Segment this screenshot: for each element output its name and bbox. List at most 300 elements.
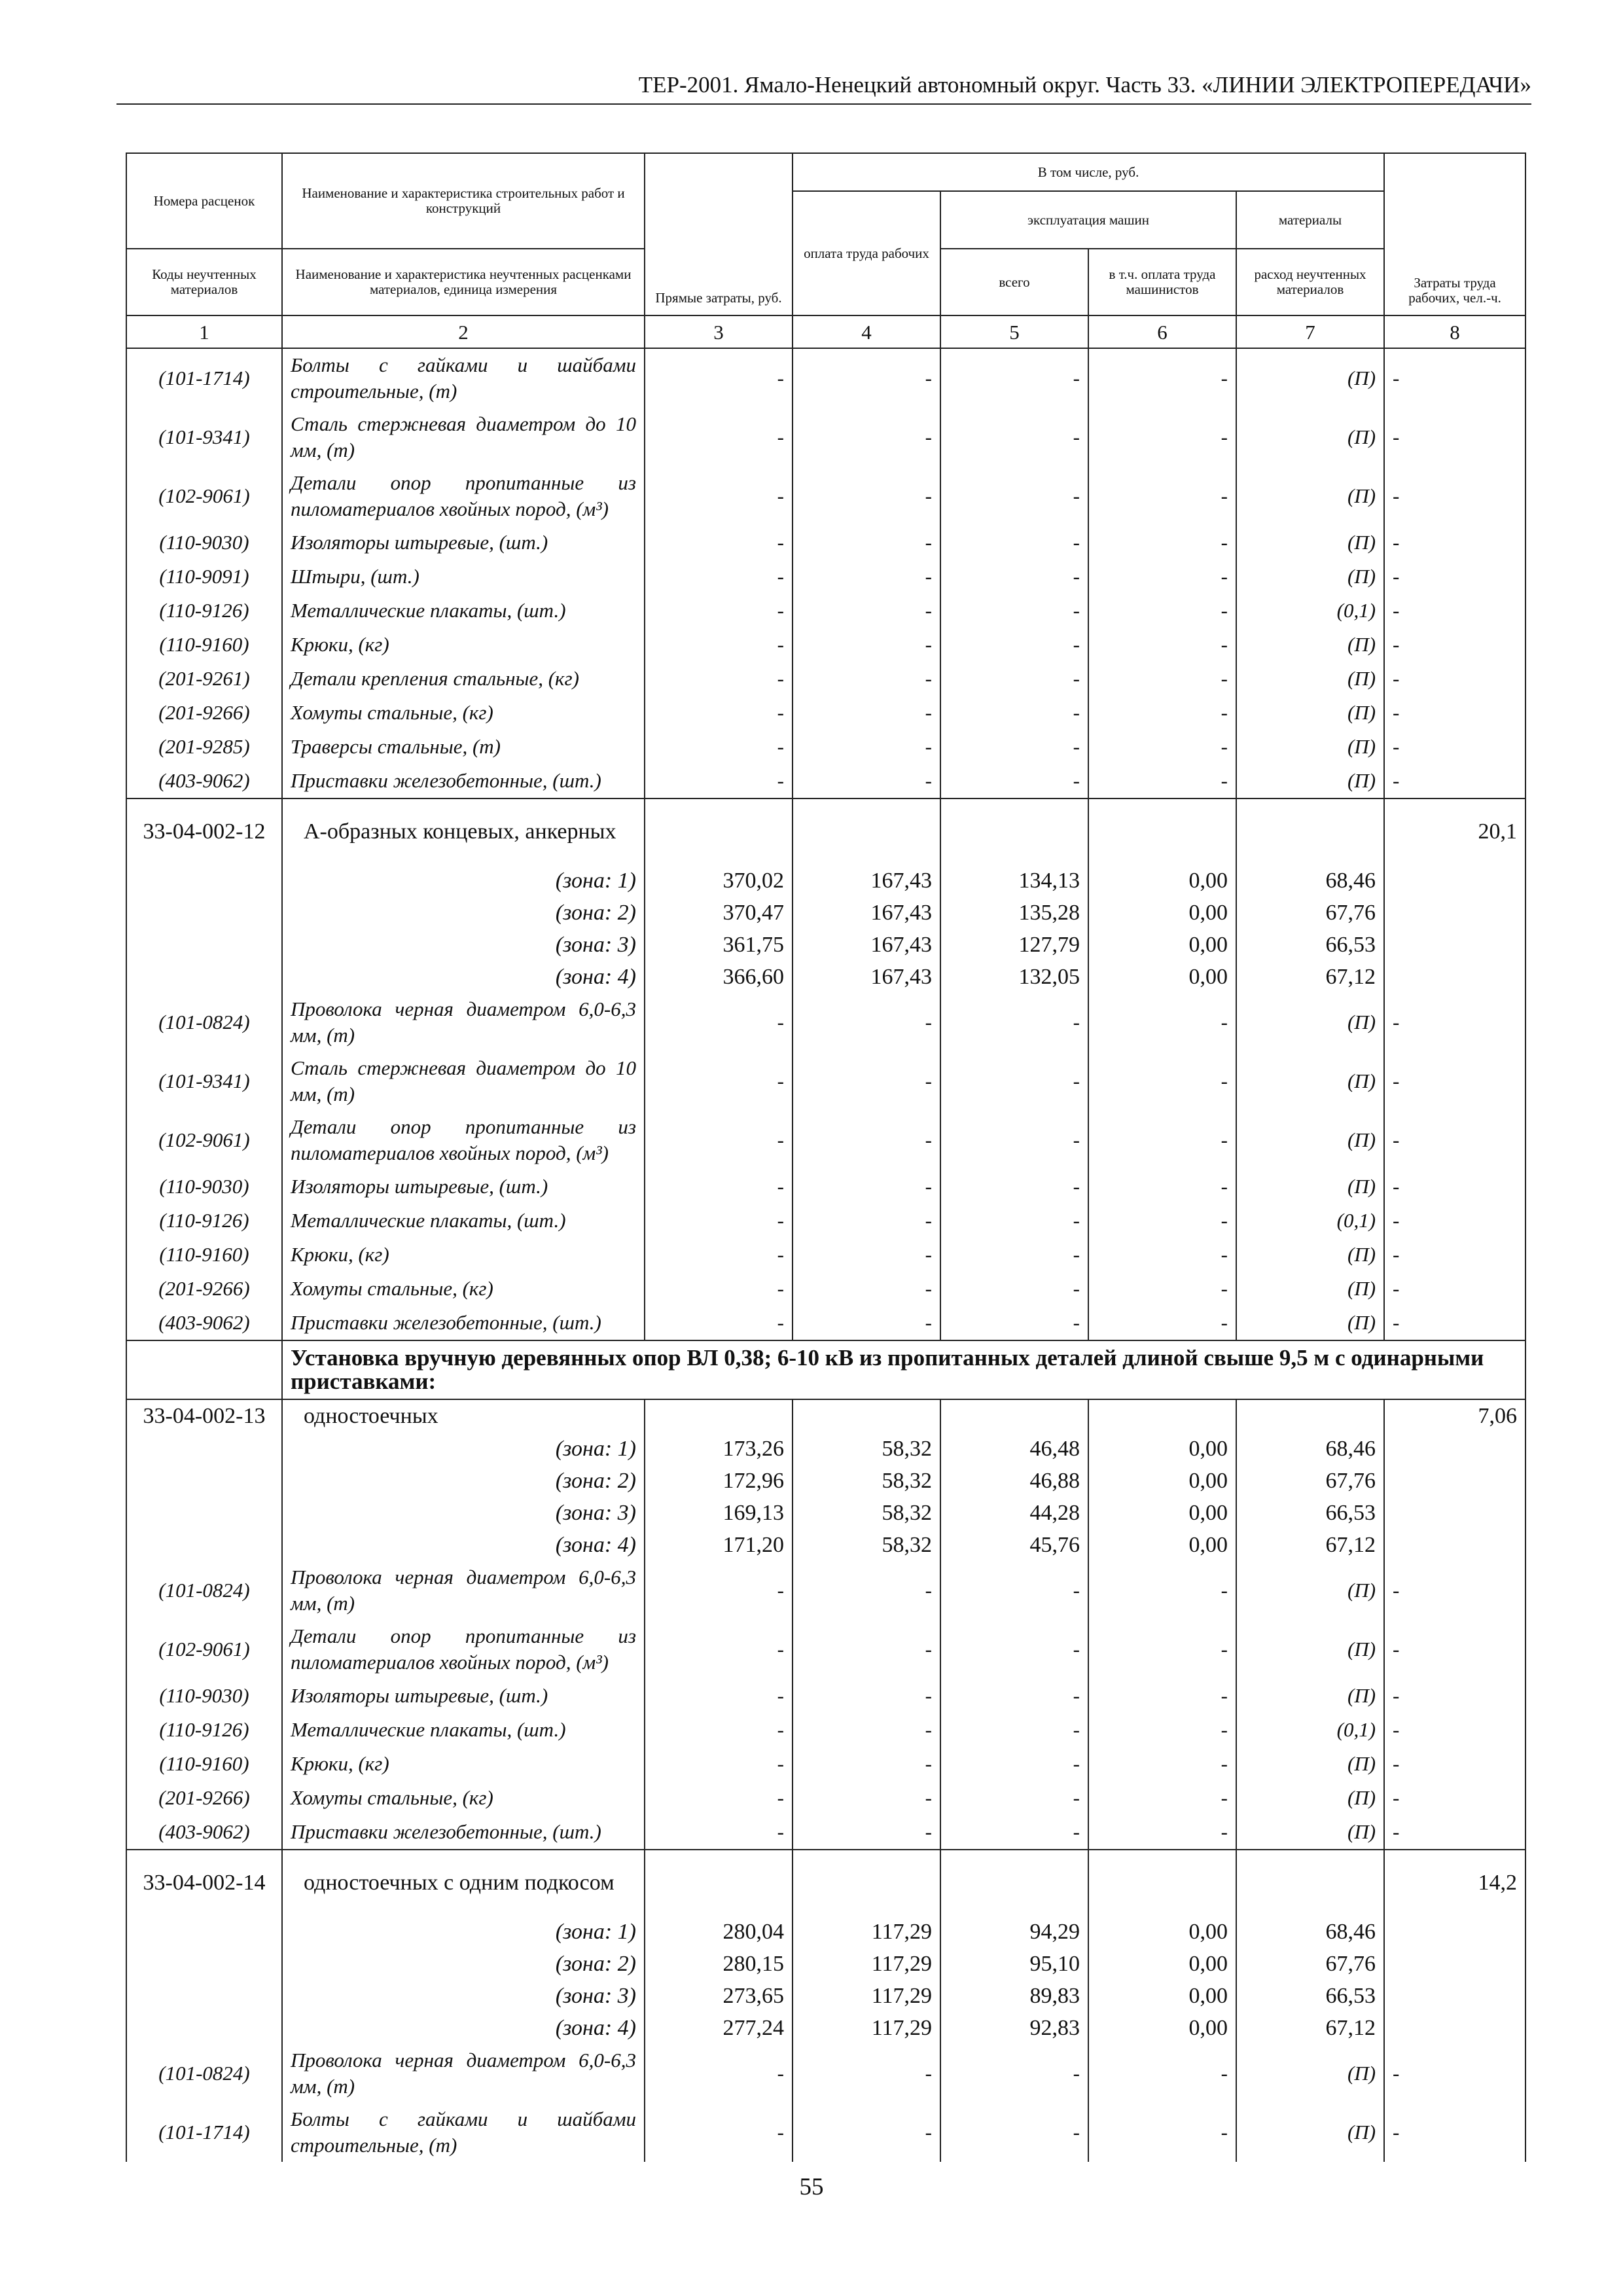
dash-cell: - [645, 1111, 793, 1170]
machine-cost: 45,76 [940, 1529, 1088, 1561]
empty-cell [126, 1497, 282, 1529]
dash-cell: - [645, 467, 793, 526]
header-rule [116, 103, 1531, 105]
head-col3: Прямые затраты, руб. [645, 153, 793, 315]
dash-cell: - [645, 2044, 793, 2103]
material-code: (101-9341) [126, 408, 282, 467]
head-col4: оплата труда рабочих [793, 191, 940, 315]
head-col6: в т.ч. оплата труда машинистов [1088, 249, 1236, 315]
dash-cell: - [793, 730, 940, 764]
material-row [126, 1713, 1525, 1747]
material-name: Хомуты стальные, (кг) [282, 696, 645, 730]
material-consumption: (0,1) [1236, 1204, 1384, 1238]
dash-cell: - [1384, 1238, 1525, 1272]
empty-cell [793, 798, 940, 865]
zone-label: (зона: 2) [282, 1465, 645, 1497]
dash-cell: - [645, 1713, 793, 1747]
dash-cell: - [645, 764, 793, 798]
dash-cell: - [645, 696, 793, 730]
material-row [126, 560, 1525, 594]
empty-cell [1236, 1399, 1384, 1433]
price-name: одностоечных с одним подкосом [282, 1850, 645, 1916]
material-code: (101-0824) [126, 2044, 282, 2103]
zone-row [126, 865, 1525, 897]
material-row [126, 1815, 1525, 1850]
dash-cell: - [793, 1747, 940, 1781]
dash-cell: - [940, 1204, 1088, 1238]
dash-cell: - [645, 348, 793, 408]
material-name: Детали опор пропитанные из пиломатериалов хвойных пород, (м³) [282, 1620, 645, 1679]
material-name: Изоляторы штыревые, (шт.) [282, 1679, 645, 1713]
material-row [126, 348, 1525, 408]
dash-cell: - [940, 1713, 1088, 1747]
dash-cell: - [1088, 1272, 1236, 1306]
dash-cell: - [940, 628, 1088, 662]
machine-cost: 44,28 [940, 1497, 1088, 1529]
worker-wage: 117,29 [793, 2012, 940, 2044]
dash-cell: - [793, 764, 940, 798]
dash-cell: - [1088, 696, 1236, 730]
dash-cell: - [645, 1620, 793, 1679]
material-row [126, 696, 1525, 730]
material-code: (110-9160) [126, 1747, 282, 1781]
zone-row [126, 1465, 1525, 1497]
material-row [126, 1272, 1525, 1306]
col-number: 4 [793, 315, 940, 348]
material-row [126, 1620, 1525, 1679]
driver-wage: 0,00 [1088, 1980, 1236, 2012]
direct-cost: 366,60 [645, 961, 793, 993]
machine-cost: 94,29 [940, 1916, 1088, 1948]
head-col1-bottom: Коды неучтенных материалов [126, 249, 282, 315]
empty-cell [1384, 1433, 1525, 1465]
dash-cell: - [1384, 1679, 1525, 1713]
zone-row [126, 897, 1525, 929]
material-row [126, 730, 1525, 764]
dash-cell: - [940, 560, 1088, 594]
material-code: (201-9266) [126, 696, 282, 730]
zone-row [126, 1916, 1525, 1948]
empty-cell [940, 1399, 1088, 1433]
material-row [126, 467, 1525, 526]
material-consumption: (П) [1236, 1561, 1384, 1620]
price-name: А-образных концевых, анкерных [282, 798, 645, 865]
head-col1-top: Номера расценок [126, 153, 282, 249]
price-code: 33-04-002-13 [126, 1399, 282, 1433]
worker-wage: 58,32 [793, 1433, 940, 1465]
dash-cell: - [1088, 1111, 1236, 1170]
direct-cost: 370,47 [645, 897, 793, 929]
material-row [126, 2044, 1525, 2103]
material-row [126, 526, 1525, 560]
price-item-row [126, 1399, 1525, 1433]
empty-cell [1384, 2012, 1525, 2044]
material-cost: 67,76 [1236, 1948, 1384, 1980]
dash-cell: - [1088, 1679, 1236, 1713]
dash-cell: - [1088, 1713, 1236, 1747]
dash-cell: - [1384, 1111, 1525, 1170]
material-consumption: (П) [1236, 1781, 1384, 1815]
col-number: 5 [940, 315, 1088, 348]
dash-cell: - [940, 1052, 1088, 1111]
empty-cell [1384, 929, 1525, 961]
driver-wage: 0,00 [1088, 1497, 1236, 1529]
material-name: Приставки железобетонные, (шт.) [282, 764, 645, 798]
dash-cell: - [940, 1170, 1088, 1204]
dash-cell: - [1088, 662, 1236, 696]
dash-cell: - [1088, 1170, 1236, 1204]
worker-wage: 167,43 [793, 865, 940, 897]
material-name: Приставки железобетонные, (шт.) [282, 1306, 645, 1340]
material-consumption: (П) [1236, 467, 1384, 526]
material-consumption: (П) [1236, 1747, 1384, 1781]
empty-cell [1088, 798, 1236, 865]
machine-cost: 89,83 [940, 1980, 1088, 2012]
section-heading-row [126, 1340, 1525, 1399]
dash-cell: - [1088, 1561, 1236, 1620]
empty-cell [126, 1340, 282, 1399]
dash-cell: - [1088, 628, 1236, 662]
material-consumption: (П) [1236, 2103, 1384, 2162]
material-code: (201-9285) [126, 730, 282, 764]
empty-cell [1384, 865, 1525, 897]
material-consumption: (П) [1236, 1052, 1384, 1111]
empty-cell [1236, 798, 1384, 865]
empty-cell [126, 1948, 282, 1980]
dash-cell: - [793, 662, 940, 696]
material-consumption: (П) [1236, 1238, 1384, 1272]
material-consumption: (П) [1236, 1815, 1384, 1850]
material-row [126, 1679, 1525, 1713]
empty-cell [645, 1399, 793, 1433]
dash-cell: - [793, 1620, 940, 1679]
material-row [126, 2103, 1525, 2162]
price-code: 33-04-002-14 [126, 1850, 282, 1916]
material-cost: 67,76 [1236, 1465, 1384, 1497]
dash-cell: - [793, 526, 940, 560]
dash-cell: - [1088, 1238, 1236, 1272]
dash-cell: - [1384, 408, 1525, 467]
dash-cell: - [1384, 730, 1525, 764]
empty-cell [1384, 1980, 1525, 2012]
dash-cell: - [1384, 1781, 1525, 1815]
material-code: (101-1714) [126, 348, 282, 408]
section-heading: Установка вручную деревянных опор ВЛ 0,38; 6-10 кВ из пропитанных деталей длиной свыше 9,5 м с одинарными приставками: [282, 1340, 1525, 1399]
driver-wage: 0,00 [1088, 1948, 1236, 1980]
col-number: 2 [282, 315, 645, 348]
material-name: Хомуты стальные, (кг) [282, 1272, 645, 1306]
material-cost: 66,53 [1236, 1497, 1384, 1529]
dash-cell: - [1384, 1170, 1525, 1204]
material-name: Металлические плакаты, (шт.) [282, 1713, 645, 1747]
dash-cell: - [645, 730, 793, 764]
table-body [126, 348, 1525, 2162]
dash-cell: - [645, 1052, 793, 1111]
worker-wage: 117,29 [793, 1948, 940, 1980]
dash-cell: - [645, 1238, 793, 1272]
worker-wage: 58,32 [793, 1529, 940, 1561]
material-consumption: (0,1) [1236, 594, 1384, 628]
dash-cell: - [645, 594, 793, 628]
material-name: Болты с гайками и шайбами строительные, (т) [282, 2103, 645, 2162]
material-code: (403-9062) [126, 764, 282, 798]
driver-wage: 0,00 [1088, 1465, 1236, 1497]
col-number: 1 [126, 315, 282, 348]
driver-wage: 0,00 [1088, 961, 1236, 993]
empty-cell [1088, 1850, 1236, 1916]
dash-cell: - [940, 730, 1088, 764]
material-consumption: (П) [1236, 1170, 1384, 1204]
material-row [126, 1747, 1525, 1781]
dash-cell: - [793, 1781, 940, 1815]
labor-cost: 14,2 [1384, 1850, 1525, 1916]
worker-wage: 117,29 [793, 1916, 940, 1948]
material-row [126, 1561, 1525, 1620]
material-name: Штыри, (шт.) [282, 560, 645, 594]
material-cost: 66,53 [1236, 1980, 1384, 2012]
material-name: Металлические плакаты, (шт.) [282, 1204, 645, 1238]
dash-cell: - [1384, 2044, 1525, 2103]
worker-wage: 167,43 [793, 929, 940, 961]
material-consumption: (П) [1236, 348, 1384, 408]
dash-cell: - [940, 1747, 1088, 1781]
machine-cost: 135,28 [940, 897, 1088, 929]
empty-cell [126, 865, 282, 897]
zone-row [126, 929, 1525, 961]
dash-cell: - [1088, 1620, 1236, 1679]
price-name: одностоечных [282, 1399, 645, 1433]
empty-cell [793, 1850, 940, 1916]
empty-cell [940, 798, 1088, 865]
dash-cell: - [793, 1052, 940, 1111]
dash-cell: - [645, 1306, 793, 1340]
driver-wage: 0,00 [1088, 1916, 1236, 1948]
material-row [126, 594, 1525, 628]
material-name: Болты с гайками и шайбами строительные, (т) [282, 348, 645, 408]
head-col8: Затраты труда рабочих, чел.-ч. [1384, 153, 1525, 315]
material-name: Сталь стержневая диаметром до 10 мм, (т) [282, 408, 645, 467]
material-row [126, 628, 1525, 662]
dash-cell: - [645, 408, 793, 467]
dash-cell: - [940, 662, 1088, 696]
dash-cell: - [1384, 1306, 1525, 1340]
material-consumption: (П) [1236, 2044, 1384, 2103]
empty-cell [126, 1916, 282, 1948]
dash-cell: - [940, 993, 1088, 1052]
empty-cell [793, 1399, 940, 1433]
zone-label: (зона: 1) [282, 865, 645, 897]
material-name: Траверсы стальные, (т) [282, 730, 645, 764]
dash-cell: - [1384, 1815, 1525, 1850]
empty-cell [126, 961, 282, 993]
dash-cell: - [940, 1111, 1088, 1170]
col-number: 7 [1236, 315, 1384, 348]
dash-cell: - [1088, 1747, 1236, 1781]
labor-cost: 7,06 [1384, 1399, 1525, 1433]
material-name: Крюки, (кг) [282, 1238, 645, 1272]
material-consumption: (П) [1236, 408, 1384, 467]
empty-cell [126, 897, 282, 929]
material-code: (110-9091) [126, 560, 282, 594]
material-cost: 67,76 [1236, 897, 1384, 929]
dash-cell: - [645, 1815, 793, 1850]
dash-cell: - [645, 1561, 793, 1620]
price-item-row [126, 798, 1525, 865]
direct-cost: 280,15 [645, 1948, 793, 1980]
dash-cell: - [1384, 1272, 1525, 1306]
driver-wage: 0,00 [1088, 1433, 1236, 1465]
dash-cell: - [793, 993, 940, 1052]
material-code: (403-9062) [126, 1306, 282, 1340]
material-name: Хомуты стальные, (кг) [282, 1781, 645, 1815]
empty-cell [126, 1433, 282, 1465]
material-consumption: (П) [1236, 628, 1384, 662]
material-cost: 66,53 [1236, 929, 1384, 961]
zone-label: (зона: 4) [282, 1529, 645, 1561]
material-code: (102-9061) [126, 467, 282, 526]
head-col5: всего [940, 249, 1088, 315]
material-row [126, 1781, 1525, 1815]
empty-cell [1384, 1529, 1525, 1561]
empty-cell [645, 798, 793, 865]
material-code: (101-1714) [126, 2103, 282, 2162]
dash-cell: - [1088, 1204, 1236, 1238]
dash-cell: - [940, 696, 1088, 730]
dash-cell: - [940, 1306, 1088, 1340]
dash-cell: - [645, 560, 793, 594]
head-group: В том числе, руб. [793, 153, 1384, 191]
dash-cell: - [940, 526, 1088, 560]
zone-row [126, 2012, 1525, 2044]
dash-cell: - [940, 1679, 1088, 1713]
empty-cell [126, 1465, 282, 1497]
empty-cell [126, 2012, 282, 2044]
material-consumption: (П) [1236, 1306, 1384, 1340]
head-materials: материалы [1236, 191, 1384, 249]
material-code: (110-9126) [126, 1204, 282, 1238]
head-col2-bottom: Наименование и характеристика неучтенных расценками материалов, единица измерения [282, 249, 645, 315]
dash-cell: - [1384, 1620, 1525, 1679]
dash-cell: - [793, 1679, 940, 1713]
dash-cell: - [1088, 1306, 1236, 1340]
material-cost: 67,12 [1236, 1529, 1384, 1561]
material-consumption: (П) [1236, 764, 1384, 798]
dash-cell: - [1384, 348, 1525, 408]
dash-cell: - [645, 1272, 793, 1306]
dash-cell: - [793, 1204, 940, 1238]
worker-wage: 58,32 [793, 1497, 940, 1529]
zone-row [126, 1980, 1525, 2012]
material-consumption: (П) [1236, 993, 1384, 1052]
dash-cell: - [1088, 993, 1236, 1052]
material-name: Детали опор пропитанные из пиломатериалов хвойных пород, (м³) [282, 467, 645, 526]
dash-cell: - [645, 1747, 793, 1781]
empty-cell [1384, 1948, 1525, 1980]
material-code: (101-9341) [126, 1052, 282, 1111]
material-consumption: (П) [1236, 662, 1384, 696]
material-code: (110-9126) [126, 594, 282, 628]
material-name: Проволока черная диаметром 6,0-6,3 мм, (т) [282, 993, 645, 1052]
dash-cell: - [1088, 2103, 1236, 2162]
dash-cell: - [1384, 526, 1525, 560]
zone-row [126, 1497, 1525, 1529]
driver-wage: 0,00 [1088, 1529, 1236, 1561]
material-code: (102-9061) [126, 1620, 282, 1679]
dash-cell: - [793, 1170, 940, 1204]
dash-cell: - [1384, 560, 1525, 594]
material-code: (110-9126) [126, 1713, 282, 1747]
empty-cell [940, 1850, 1088, 1916]
dash-cell: - [793, 408, 940, 467]
dash-cell: - [1384, 1561, 1525, 1620]
dash-cell: - [645, 993, 793, 1052]
material-code: (110-9030) [126, 1679, 282, 1713]
dash-cell: - [1384, 1713, 1525, 1747]
zone-row [126, 1948, 1525, 1980]
dash-cell: - [940, 1238, 1088, 1272]
material-row [126, 1306, 1525, 1340]
dash-cell: - [1384, 1747, 1525, 1781]
material-row [126, 1111, 1525, 1170]
direct-cost: 361,75 [645, 929, 793, 961]
dash-cell: - [940, 408, 1088, 467]
material-code: (201-9266) [126, 1272, 282, 1306]
worker-wage: 117,29 [793, 1980, 940, 2012]
page-number: 55 [799, 2174, 824, 2200]
worker-wage: 58,32 [793, 1465, 940, 1497]
worker-wage: 167,43 [793, 897, 940, 929]
zone-row [126, 1529, 1525, 1561]
col-number: 6 [1088, 315, 1236, 348]
dash-cell: - [1088, 594, 1236, 628]
direct-cost: 370,02 [645, 865, 793, 897]
dash-cell: - [793, 1561, 940, 1620]
price-item-row [126, 1850, 1525, 1916]
material-name: Крюки, (кг) [282, 1747, 645, 1781]
dash-cell: - [1088, 467, 1236, 526]
material-code: (110-9160) [126, 1238, 282, 1272]
head-col2-top: Наименование и характеристика строительных работ и конструкций [282, 153, 645, 249]
dash-cell: - [793, 1713, 940, 1747]
material-row [126, 1052, 1525, 1111]
dash-cell: - [1088, 560, 1236, 594]
dash-cell: - [1384, 628, 1525, 662]
dash-cell: - [645, 628, 793, 662]
dash-cell: - [645, 1781, 793, 1815]
dash-cell: - [1088, 1052, 1236, 1111]
material-cost: 68,46 [1236, 1916, 1384, 1948]
material-code: (110-9160) [126, 628, 282, 662]
zone-label: (зона: 2) [282, 897, 645, 929]
zone-label: (зона: 3) [282, 1980, 645, 2012]
dash-cell: - [940, 348, 1088, 408]
zone-row [126, 961, 1525, 993]
material-name: Проволока черная диаметром 6,0-6,3 мм, (т) [282, 1561, 645, 1620]
material-code: (102-9061) [126, 1111, 282, 1170]
dash-cell: - [645, 526, 793, 560]
dash-cell: - [940, 1272, 1088, 1306]
dash-cell: - [645, 1170, 793, 1204]
dash-cell: - [1384, 1052, 1525, 1111]
dash-cell: - [1088, 730, 1236, 764]
material-code: (101-0824) [126, 1561, 282, 1620]
direct-cost: 273,65 [645, 1980, 793, 2012]
dash-cell: - [1384, 467, 1525, 526]
dash-cell: - [793, 560, 940, 594]
dash-cell: - [645, 1204, 793, 1238]
dash-cell: - [940, 2103, 1088, 2162]
zone-row [126, 1433, 1525, 1465]
